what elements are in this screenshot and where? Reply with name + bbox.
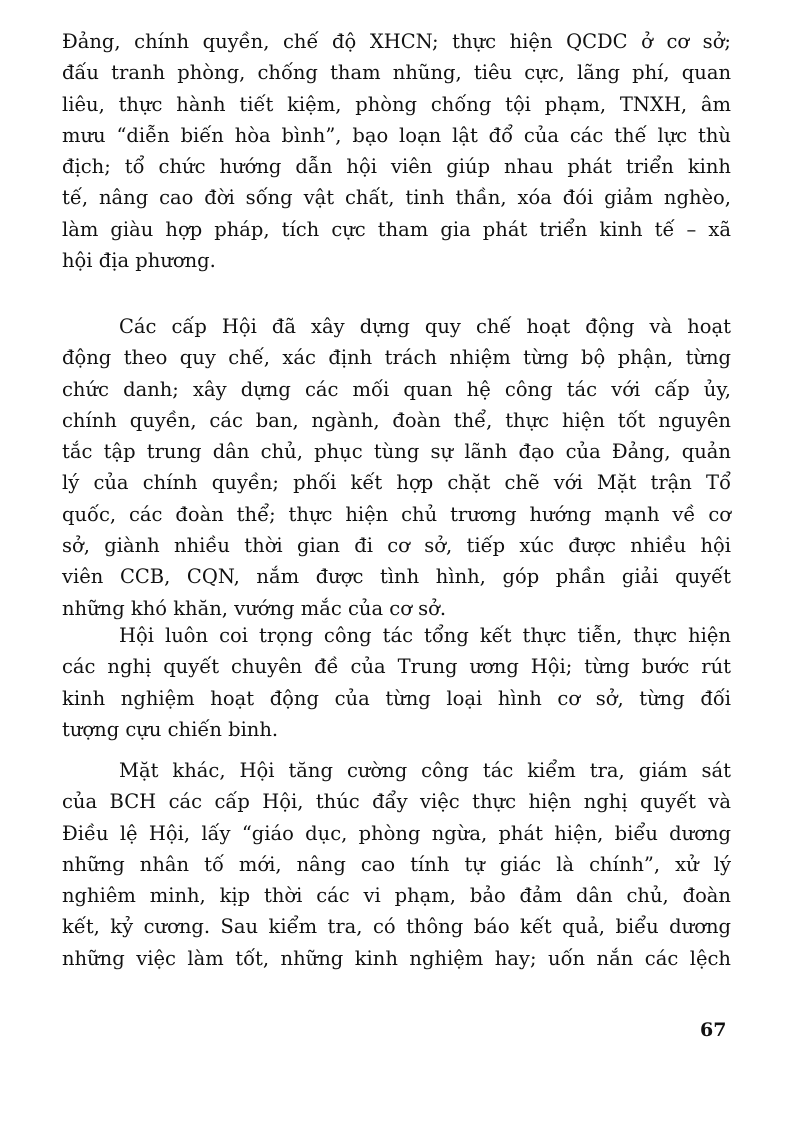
text-line: Các cấp Hội đã xây dựng quy chế hoạt động và hoạt — [119, 315, 731, 338]
paragraph-1 — [62, 26, 731, 276]
text-line: các nghị quyết chuyên đề của Trung ương Hội; từng bước rút — [62, 655, 731, 679]
paragraph-2 — [62, 311, 731, 624]
text-line: địch; tổ chức hướng dẫn hội viên giúp nhau phát triển kinh — [62, 155, 731, 179]
page-number: 67 — [700, 1019, 727, 1041]
paragraph-4 — [62, 755, 731, 974]
text-line: liêu, thực hành tiết kiệm, phòng chống tội phạm, TNXH, âm — [62, 92, 731, 116]
text-line: nghiêm minh, kịp thời các vi phạm, bảo đảm dân chủ, đoàn — [62, 884, 731, 908]
text-line: kết, kỷ cương. Sau kiểm tra, có thông báo kết quả, biểu dương — [62, 915, 731, 939]
text-line: tế, nâng cao đời sống vật chất, tinh thần, xóa đói giảm nghèo, — [62, 186, 731, 210]
text-line: của BCH các cấp Hội, thúc đẩy việc thực hiện nghị quyết và — [62, 790, 731, 814]
text-line: Mặt khác, Hội tăng cường công tác kiểm tra, giám sát — [119, 759, 731, 782]
paragraph-3 — [62, 620, 731, 745]
text-line: làm giàu hợp pháp, tích cực tham gia phát triển kinh tế – xã — [62, 217, 731, 241]
text-line: sở, giành nhiều thời gian đi cơ sở, tiếp xúc được nhiều hội — [62, 534, 731, 558]
text-line: động theo quy chế, xác định trách nhiệm từng bộ phận, từng — [62, 346, 731, 370]
text-line: chính quyền, các ban, ngành, đoàn thể, thực hiện tốt nguyên — [62, 408, 731, 432]
text-line: mưu “diễn biến hòa bình”, bạo loạn lật đổ của các thế lực thù — [62, 123, 731, 147]
text-line: những nhân tố mới, nâng cao tính tự giác là chính”, xử lý — [62, 852, 731, 876]
text-line: tượng cựu chiến binh. — [62, 717, 279, 741]
text-line: tắc tập trung dân chủ, phục tùng sự lãnh đạo của Đảng, quản — [62, 440, 731, 464]
text-line: Hội luôn coi trọng công tác tổng kết thực tiễn, thực hiện — [119, 624, 731, 647]
text-line: Đảng, chính quyền, chế độ XHCN; thực hiện QCDC ở cơ sở; — [62, 30, 731, 53]
text-line: Điều lệ Hội, lấy “giáo dục, phòng ngừa, phát hiện, biểu dương — [62, 821, 731, 845]
text-line: đấu tranh phòng, chống tham nhũng, tiêu cực, lãng phí, quan — [62, 61, 731, 85]
text-line: những việc làm tốt, những kinh nghiệm hay; uốn nắn các lệch — [62, 946, 731, 970]
text-line: hội địa phương. — [62, 249, 216, 273]
text-line: những khó khăn, vướng mắc của cơ sở. — [62, 596, 447, 620]
text-line: chức danh; xây dựng các mối quan hệ công tác với cấp ủy, — [62, 377, 731, 401]
text-line: quốc, các đoàn thể; thực hiện chủ trương hướng mạnh về cơ — [62, 502, 731, 526]
text-line: viên CCB, CQN, nắm được tình hình, góp phần giải quyết — [62, 565, 731, 589]
text-line: kinh nghiệm hoạt động của từng loại hình cơ sở, từng đối — [62, 686, 731, 710]
text-line: lý của chính quyền; phối kết hợp chặt chẽ với Mặt trận Tổ — [62, 471, 731, 495]
